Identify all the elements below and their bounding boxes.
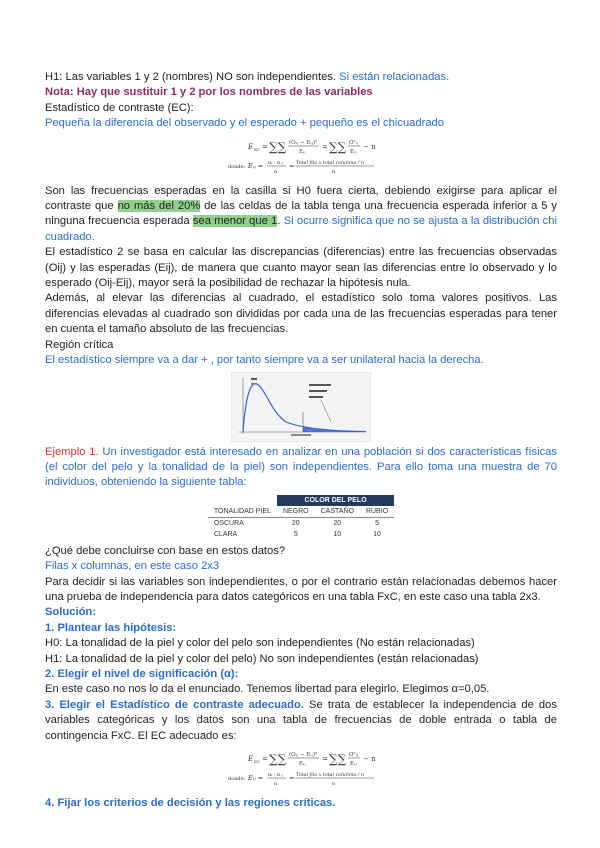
para-cuadrado: Además, al elevar las diferencias al cuadrado, el estadístico solo toma valores positivos. Las diferencias elevadas al cuadrado son divididas por cada una de las frecuencias esperadas para tener en cuenta el tamaño absoluto de las frecuencias. xyxy=(45,292,557,336)
svg-text:nᵢ · n.ⱼ: nᵢ · n.ⱼ xyxy=(268,159,284,166)
svg-text:∑∑: ∑∑ xyxy=(329,752,347,766)
svg-text:O²ᵢⱼ: O²ᵢⱼ xyxy=(349,752,359,758)
contingency-table xyxy=(208,495,394,540)
svg-text:O²ᵢⱼ: O²ᵢⱼ xyxy=(349,139,359,146)
svg-text:− n: − n xyxy=(363,142,376,151)
table-title: COLOR DEL PELO xyxy=(277,495,394,506)
paso-3: 3. Elegir el Estadístico de contraste adecuado. Se trata de establecer la independencia de dos variables categóricas y los datos son una tabla de frecuencias de doble entrada o tabla de contingencia FxC. El EC adecuado es: xyxy=(45,698,557,742)
svg-text:∑∑: ∑∑ xyxy=(329,139,347,154)
ejemplo-1: Ejemplo 1. Un investigador está interesado en analizar en una población si dos características físicas (el color del pelo y la tonalidad de la piel) son independientes. Para ello toma una muestra de 70 individuos, obteniendo la siguiente tabla: xyxy=(45,445,558,489)
svg-text:Eᵢⱼ: Eᵢⱼ xyxy=(350,761,357,767)
svg-text:=: = xyxy=(262,755,268,763)
region-critica: Región crítica xyxy=(45,338,114,351)
h1-line xyxy=(45,70,557,85)
svg-text:EC: EC xyxy=(254,759,260,764)
svg-text:Total fila x total columna / n: Total fila x total columna / n xyxy=(296,160,365,166)
svg-text:(Oᵢⱼ − Eᵢⱼ)²: (Oᵢⱼ − Eᵢⱼ)² xyxy=(289,139,318,146)
paso-1-heading: 1. Plantear las hipótesis: xyxy=(45,621,177,634)
svg-text:∑∑: ∑∑ xyxy=(269,752,287,766)
h1-note: Si están relacionadas. xyxy=(336,71,450,83)
svg-text:Eᵢⱼ: Eᵢⱼ xyxy=(299,761,306,767)
highlight-menor-1: sea menor que 1 xyxy=(192,215,278,228)
para-decidir: Para decidir si las variables son independientes, o por el contrario están relacionadas debemos hacer una prueba de independencia para datos categóricos en una tabla FxC, en este caso una tabla 2x3. xyxy=(45,575,557,603)
table-header: NEGRO xyxy=(277,506,315,518)
pregunta: ¿Qué debe concluirse con base en estos datos? xyxy=(45,544,286,557)
svg-text:n: n xyxy=(274,781,278,787)
para-discrepancias: El estadístico 2 se basa en calcular las discrepancias (diferencias) entre las frecuencias observadas (Oij) y las esperadas (Eij), de manera que cuanto mayor sean las diferencias entre lo observado y lo esperado (Oij-Eij), mayor será la posibilidad de rechazar la hipótesis nula. xyxy=(45,246,557,290)
document-page xyxy=(45,70,557,811)
highlight-20pct: no más del 20% xyxy=(117,200,201,213)
svg-text:=: = xyxy=(262,142,268,151)
chi-square-formula-1 xyxy=(226,137,376,179)
svg-text:∑∑: ∑∑ xyxy=(269,139,287,154)
svg-text:(Oᵢⱼ − Eᵢⱼ)²: (Oᵢⱼ − Eᵢⱼ)² xyxy=(289,752,318,758)
hipotesis-h0: H0: La tonalidad de la piel y color del pelo son independientes (No están relacionadas) xyxy=(45,637,475,650)
nota-line: Nota: Hay que sustituir 1 y 2 por los nombres de las variables xyxy=(45,86,373,99)
pequena-line: Pequeña la diferencia del observado y el esperado + pequeño es el chicuadrado xyxy=(45,117,444,130)
paso-2-heading: 2. Elegir el nivel de significación (α): xyxy=(45,667,239,680)
estadistico-unilateral: El estadístico siempre va a dar + , por tanto siempre va a ser unilateral hacia la derecha. xyxy=(45,354,484,367)
svg-text:− n: − n xyxy=(363,755,376,763)
h1-text: H1: Las variables 1 y 2 (nombres) NO son independientes. xyxy=(45,71,337,83)
estadistico-label: Estadístico de contraste (EC): xyxy=(45,101,194,114)
svg-text:=: = xyxy=(289,774,295,782)
table-header: CASTAÑO xyxy=(315,506,360,518)
svg-text:nᵢ · n.ⱼ: nᵢ · n.ⱼ xyxy=(268,772,284,778)
table-row: OSCURA 20 20 5 xyxy=(213,519,379,527)
table-row: CLARA 5 10 10 xyxy=(213,530,381,538)
svg-text:=: = xyxy=(322,142,328,151)
svg-text:EC: EC xyxy=(254,146,260,152)
svg-text:Total fila x total columna / n: Total fila x total columna / n xyxy=(296,773,365,778)
paso-4-heading: 4. Fijar los criterios de decisión y las regiones críticas. xyxy=(45,797,336,809)
paso-2-text: En este caso no nos lo da el enunciado. Tenemos libertad para elegirlo. Elegimos α=0,05. xyxy=(45,683,490,696)
svg-text:=: = xyxy=(289,161,295,170)
solucion-heading: Solución: xyxy=(45,606,96,619)
svg-text:Eᵢⱼ =: Eᵢⱼ = xyxy=(248,774,264,782)
chi-square-formula-2 xyxy=(226,749,376,791)
para-frecuencias: Son las frecuencias esperadas en la casilla si H0 fuera cierta, debiendo exigirse para aplicar el contraste que no más del 20% de las celdas de la tabla tenga una frecuencia esperada inferior a 5 y ninguna frecuencia esperada sea menor que 1. Si ocurre significa que no se ajusta a la distribución chi cuadrado. xyxy=(45,184,557,243)
svg-text:Eᵢⱼ: Eᵢⱼ xyxy=(350,148,357,155)
svg-text:n: n xyxy=(332,781,336,787)
svg-text:Eᵢⱼ: Eᵢⱼ xyxy=(299,148,306,155)
hipotesis-h1: H1: La tonalidad de la piel y color del pelo) No son independientes (están relacionadas) xyxy=(45,652,479,665)
svg-text:E: E xyxy=(248,755,254,763)
svg-text:Eᵢⱼ =: Eᵢⱼ = xyxy=(248,161,264,170)
table-header: RUBIO xyxy=(360,506,394,518)
filas-columnas: Filas x columnas, en este caso 2x3 xyxy=(45,560,220,573)
svg-text:=: = xyxy=(322,755,328,763)
chi-square-distribution-figure xyxy=(231,372,371,442)
svg-text:n: n xyxy=(332,168,336,175)
svg-text:E: E xyxy=(248,142,254,151)
svg-text:n: n xyxy=(274,168,278,175)
svg-text:donde:: donde: xyxy=(228,163,246,170)
table-header: TONALIDAD PIEL xyxy=(208,506,277,518)
svg-text:donde:: donde: xyxy=(228,776,246,782)
